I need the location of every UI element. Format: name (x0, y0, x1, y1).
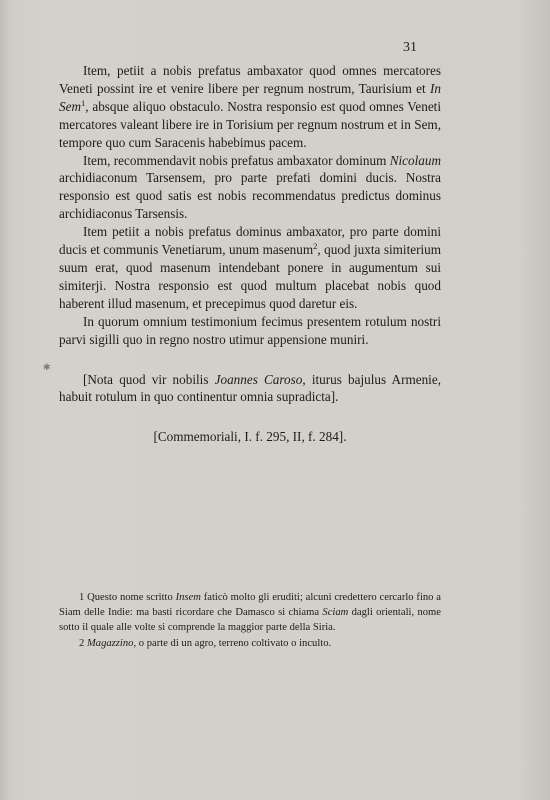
footnote-1-term-sciam: Sciam (322, 606, 349, 618)
footnote-2 (59, 637, 441, 652)
footnote-1-term-insem: Insem (175, 592, 201, 603)
footnote-2-number: 2 (79, 638, 85, 650)
footnote-1 (59, 591, 441, 635)
nota-paragraph (59, 371, 441, 407)
footnote-ref-1: 1 (80, 97, 86, 108)
person-name-caroso: Joannes Caroso (214, 371, 303, 387)
paragraph-1 (59, 62, 441, 152)
footnotes (59, 591, 441, 652)
footnote-1-text-end: dagli orientali, nome sotto il quale alle volte si comprende la maggior parte della Siria. (59, 606, 441, 633)
footnote-2-term-magazzino: Magazzino (86, 638, 134, 650)
person-name-nicolaum: Nicolaum (389, 152, 441, 168)
paragraph-4 (59, 313, 441, 349)
ink-mark-icon: ✱ (43, 362, 51, 372)
paragraph-2-text: Item, recommendavit nobis prefatus ambaxator dominum (83, 152, 390, 168)
paragraph-1-text: Item, petiit a nobis prefatus ambaxator quod omnes mercatores Veneti possint ire et venire libere per regnum nostrum, Taurisium et (59, 63, 441, 96)
paragraph-4-text: In quorum omnium testimonium fecimus presentem rotulum nostri parvi sigilli quo in regno nostro utimur appensione muniri. (59, 313, 441, 347)
paragraph-1-text-cont: , absque aliquo obstaculo. Nostra responsio est quod omnes Veneti mercatores valeant libere ire in Torisium per regnum nostrum et in Sem, tempore quo cum Saracenis habebimus pacem. (59, 98, 441, 150)
nota-text: [Nota quod vir nobilis (83, 371, 215, 387)
paragraph-3-text: Item petiit a nobis prefatus dominus ambaxator, pro parte domini ducis et communis Venetiarum, unum masenum (59, 224, 441, 258)
footnote-ref-2: 2 (313, 241, 318, 252)
paragraph-3-text-cont: , quod juxta simiterium suum erat, quod masenum intendebant ponere in augumentum sui simiterji. Nostra responsio est quod multum placebat nobis quod haberent illud masenum, et precepimus quod daretur eis. (59, 242, 441, 311)
paragraph-2-text-cont: archidiaconum Tarsensem, pro parte prefati domini ducis. Nostra responsio est quod satis est nobis recommendatus predictus dominus archidiaconus Tarsensis. (59, 170, 441, 222)
footnote-1-text: Questo nome scritto (84, 592, 176, 603)
paragraph-3 (59, 223, 441, 313)
citation: [Commemoriali, I. f. 295, II, f. 284]. (153, 429, 347, 445)
main-text (59, 62, 441, 446)
page-number: 31 (403, 40, 417, 55)
paragraph-2 (59, 152, 441, 224)
place-name-in-sem: In Sem (59, 80, 441, 114)
footnote-1-text-cont: faticò molto gli eruditi; alcuni credettero cercarlo fino a Siam delle Indie: ma basti ricordare che Damasco si chiama (59, 592, 441, 618)
footnote-1-number: 1 (79, 592, 85, 603)
footnote-2-text: , o parte di un agro, terreno coltivato o inculto. (133, 638, 332, 650)
nota-text-cont: , iturus bajulus Armenie, habuit rotulum in quo continentur omnia supradicta]. (59, 371, 441, 405)
